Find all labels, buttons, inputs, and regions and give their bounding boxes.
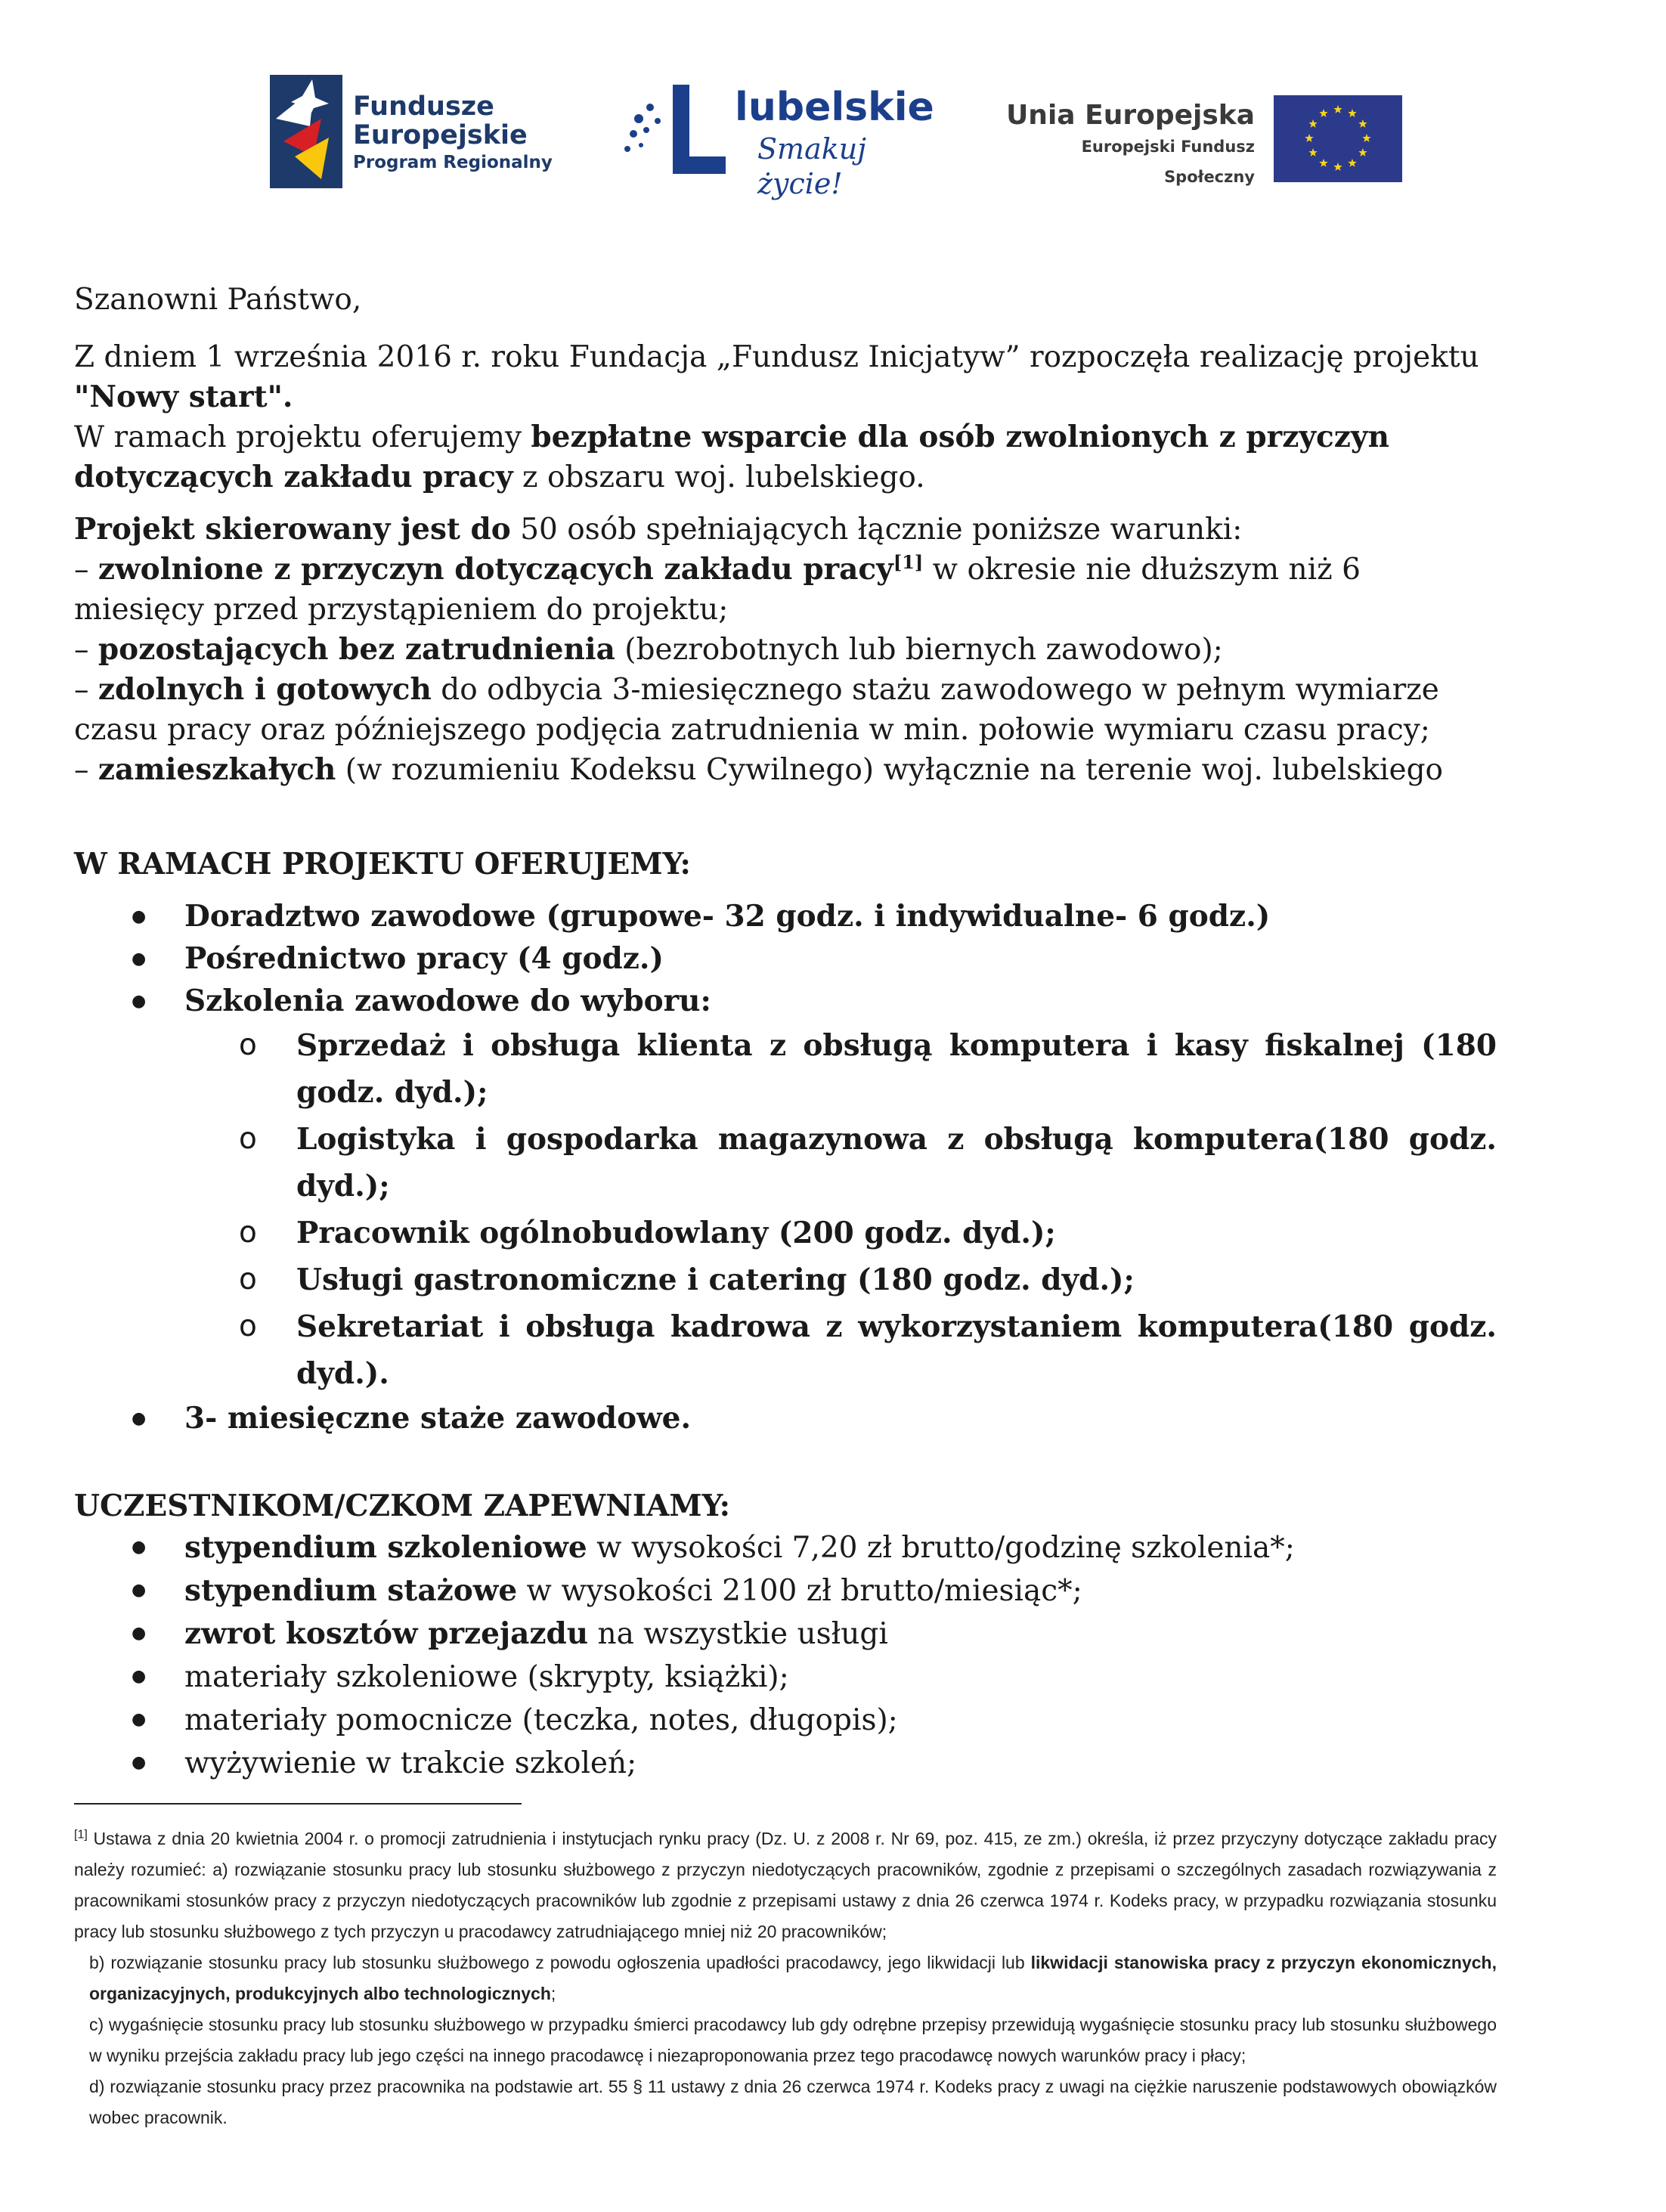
fe-star-emblem-icon (268, 73, 344, 194)
target-rest: 50 osób spełniających łącznie poniższe warunki: (510, 513, 1243, 547)
unia-europejska-logo (986, 70, 1425, 198)
lubelskie-name: lubelskie (735, 85, 934, 130)
training-item: o Pracownik ogólnobudowlany (200 godz. dyd.); (184, 1210, 1497, 1256)
offer-bold: bezpłatne wsparcie dla osób zwolnionych z przyczyn dotyczących zakładu pracy (74, 420, 1389, 494)
condition-2: – pozostających bez zatrudnienia (bezrobotnych lub biernych zawodowo); (74, 632, 1223, 667)
footnote-mark: [1] (74, 1828, 88, 1842)
training-item: o Usługi gastronomiczne i catering (180 godz. dyd.); (184, 1256, 1497, 1303)
fe-line1: Fundusze (353, 91, 494, 122)
fe-line3: Program Regionalny (353, 153, 553, 172)
offer-item-internships: ● 3- miesięczne staże zawodowe. (74, 1397, 1497, 1439)
offer-pre: W ramach projektu oferujemy (74, 420, 531, 454)
offer-section-title: W RAMACH PROJEKTU OFERUJEMY: (74, 847, 691, 881)
footnote-c: c) wygaśnięcie stosunku pracy lub stosunku służbowego w przypadku śmierci pracodawcy lub gdy odrębne przepisy przewidują wygaśnięcie stosunku pracy lub stosunku służbowego w wyniku przejścia zakładu pracy lub jego części na innego pracodawcę i niezaproponowania przez tego pracodawcę nowych warunków pracy i płacy; (89, 2015, 1497, 2065)
intro-paragraph (74, 337, 1497, 497)
target-bold: Projekt skierowany jest do (74, 512, 511, 547)
trainings-list (184, 1022, 1497, 1397)
lubelskie-l-emblem-icon (620, 77, 733, 191)
condition-1: – zwolnione z przyczyn dotyczących zakładu pracy[1] w okresie nie dłuższym niż 6 miesięcy przed przystąpieniem do projektu; (74, 551, 1361, 627)
intro-line-1: Z dniem 1 września 2016 r. roku Fundacja „Fundusz Inicjatyw” rozpoczęła realizację projektu (74, 340, 1479, 374)
offer-post: z obszaru woj. lubelskiego. (512, 460, 925, 494)
training-item: o Sprzedaż i obsługa klienta z obsługą komputera i kasy fiskalnej (180 godz. dyd.); (184, 1022, 1497, 1116)
condition-4: – zamieszkałych (w rozumieniu Kodeksu Cywilnego) wyłącznie na terenie woj. lubelskiego (74, 752, 1444, 787)
project-name: "Nowy start". (74, 380, 293, 414)
offer-item-mediation: ● Pośrednictwo pracy (4 godz.) (74, 937, 1497, 980)
provide-section-title: UCZESTNIKOM/CZKOM ZAPEWNIAMY: (74, 1489, 730, 1523)
footnotes (74, 1823, 1497, 2133)
provide-item: ● materiały szkoleniowe (skrypty, książki); (74, 1656, 1497, 1699)
lubelskie-wordmark (735, 83, 945, 201)
logo-bar (0, 70, 1666, 198)
lubelskie-tagline: Smakuj życie! (757, 132, 867, 200)
offer-list (74, 895, 1497, 1439)
training-item: o Sekretariat i obsługa kadrowa z wykorzystaniem komputera(180 godz. dyd.). (184, 1303, 1497, 1397)
fundusze-europejskie-logo (268, 70, 556, 198)
lubelskie-logo (620, 70, 945, 198)
provide-item: ● wyżywienie w trakcie szkoleń; (74, 1742, 1497, 1785)
eu-flag-icon (1274, 95, 1402, 182)
trainings-label: Szkolenia zawodowe do wyboru: (184, 984, 711, 1018)
offer-item-advice: ● Doradztwo zawodowe (grupowe- 32 godz. i indywidualne- 6 godz.) (74, 895, 1497, 937)
ue-wordmark (986, 100, 1255, 192)
fe-line2: Europejskie (353, 120, 528, 150)
footnote-d: d) rozwiązanie stosunku pracy przez pracownika na podstawie art. 55 § 11 ustawy z dnia 26 czerwca 1974 r. Kodeks pracy z uwagi na ciężkie naruszenie podstawowych obowiązków wobec pracownik. (89, 2077, 1497, 2127)
condition-3: – zdolnych i gotowych do odbycia 3-miesięcznego stażu zawodowego w pełnym wymiarze czasu pracy oraz późniejszego podjęcia zatrudnienia w min. połowie wymiaru czasu pracy; (74, 672, 1439, 747)
footnote-a: [1] Ustawa z dnia 20 kwietnia 2004 r. o promocji zatrudnienia i instytucjach rynku pracy (Dz. U. z 2008 r. Nr 69, poz. 415, ze zm.) określa, iż przez przyczyny dotyczące zakładu pracy należy rozumieć: a) rozwiązanie stosunku pracy lub stosunku służbowego z przyczyn niedotyczących pracowników, zgodnie z przepisami o szczególnych zasadach rozwiązywania z pracownikami stosunków pracy z przyczyn niedotyczących pracowników lub zgodnie z przepisami ustawy z dnia 26 czerwca 1974 r. Kodeks pracy, w przypadku rozwiązania stosunku pracy lub stosunku służbowego z tych przyczyn u pracodawcy zatrudniającego mniej niż 20 pracowników; (74, 1828, 1497, 1941)
target-paragraph (74, 510, 1497, 790)
provide-item: ● materiały pomocnicze (teczka, notes, długopis); (74, 1699, 1497, 1742)
footnote-b: b) rozwiązanie stosunku pracy lub stosunku służbowego z powodu ogłoszenia upadłości pracodawcy, jego likwidacji lub likwidacji stanowiska pracy z przyczyn ekonomicznych, organizacyjnych, produkcyjnych albo technologicznych; (89, 1953, 1497, 2003)
provide-item: ● stypendium szkoleniowe w wysokości 7,20 zł brutto/godzinę szkolenia*; (74, 1526, 1497, 1569)
offer-item-trainings (74, 980, 1497, 1397)
letter-body (74, 280, 1497, 1785)
training-item: o Logistyka i gospodarka magazynowa z obsługą komputera(180 godz. dyd.); (184, 1116, 1497, 1210)
fe-wordmark (353, 92, 553, 175)
provide-list (74, 1526, 1497, 1785)
footnote-separator (74, 1803, 522, 1805)
provide-item: ● stypendium stażowe w wysokości 2100 zł brutto/miesiąc*; (74, 1569, 1497, 1613)
provide-item: ● zwrot kosztów przejazdu na wszystkie usługi (74, 1613, 1497, 1656)
greeting: Szanowni Państwo, (74, 283, 362, 317)
ue-line2: Europejski Fundusz Społeczny (1081, 138, 1255, 186)
ue-line1: Unia Europejska (1006, 100, 1255, 131)
